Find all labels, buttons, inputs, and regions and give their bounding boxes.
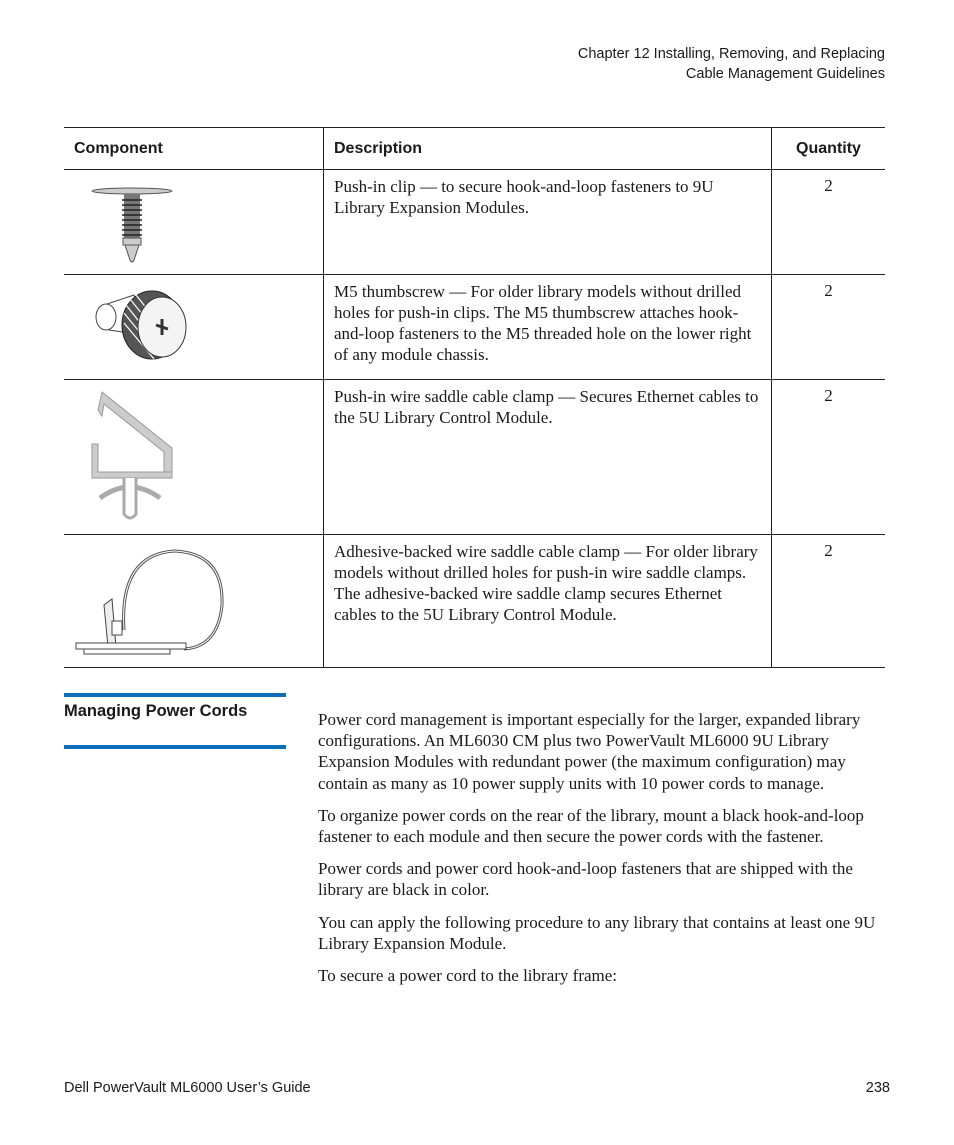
column-header-description: Description: [324, 128, 772, 170]
component-description: Push-in wire saddle cable clamp — Secures Ethernet cables to the 5U Library Control Module.: [324, 380, 772, 535]
component-image-cell: [64, 380, 324, 535]
component-description: M5 thumbscrew — For older library models without drilled holes for push-in clips. The M5 thumbscrew attaches hook-and-loop fasteners to the M5 threaded hole on the lower right of any module chassis.: [324, 275, 772, 380]
component-quantity: 2: [772, 170, 886, 275]
m5-thumbscrew-icon: [64, 275, 323, 374]
paragraph: You can apply the following procedure to any library that contains at least one 9U Library Expansion Module.: [318, 912, 876, 953]
table-header-row: [64, 128, 885, 170]
table-row: [64, 170, 885, 275]
section-title: Cable Management Guidelines: [685, 66, 885, 82]
section-heading: Managing Power Cords: [64, 693, 286, 749]
component-description: Push-in clip — to secure hook-and-loop fasteners to 9U Library Expansion Modules.: [324, 170, 772, 275]
component-image-cell: [64, 170, 324, 275]
section-body: [318, 709, 888, 997]
component-quantity: 2: [772, 535, 886, 668]
component-image-cell: [64, 535, 324, 668]
page-number: 238: [865, 1080, 890, 1096]
paragraph: Power cords and power cord hook-and-loop fasteners that are shipped with the library are black in color.: [318, 859, 853, 900]
push-in-wire-saddle-clamp-icon: [64, 380, 323, 529]
paragraph: Power cord management is important especially for the larger, expanded library configurations. An ML6030 CM plus two PowerVault ML6000 9U Library Expansion Modules with redundant power (the maximum configuration) may contain as many as 10 power supply units with 10 power cords to manage.: [318, 710, 861, 793]
adhesive-wire-saddle-clamp-icon: [64, 535, 323, 662]
footer-title: Dell PowerVault ML6000 User’s Guide: [64, 1080, 311, 1096]
component-description: Adhesive-backed wire saddle cable clamp — For older library models without drilled holes for push-in wire saddle clamps. The adhesive-backed wire saddle clamp secures Ethernet cables to the 5U Library Control Module.: [324, 535, 772, 668]
table-row: [64, 380, 885, 535]
paragraph: To secure a power cord to the library frame:: [318, 966, 618, 986]
component-image-cell: [64, 275, 324, 380]
column-header-quantity: Quantity: [772, 128, 886, 170]
paragraph: To organize power cords on the rear of the library, mount a black hook-and-loop fastener to each module and then secure the power cords with the fastener.: [318, 805, 864, 847]
component-quantity: 2: [772, 275, 886, 380]
running-header: [578, 44, 885, 84]
component-quantity: 2: [772, 380, 886, 535]
table-row: [64, 535, 885, 668]
table-row: [64, 275, 885, 380]
chapter-title: Chapter 12 Installing, Removing, and Replacing: [577, 46, 885, 62]
components-table: [64, 127, 885, 668]
column-header-component: Component: [64, 128, 324, 170]
push-in-clip-icon: [64, 170, 323, 269]
